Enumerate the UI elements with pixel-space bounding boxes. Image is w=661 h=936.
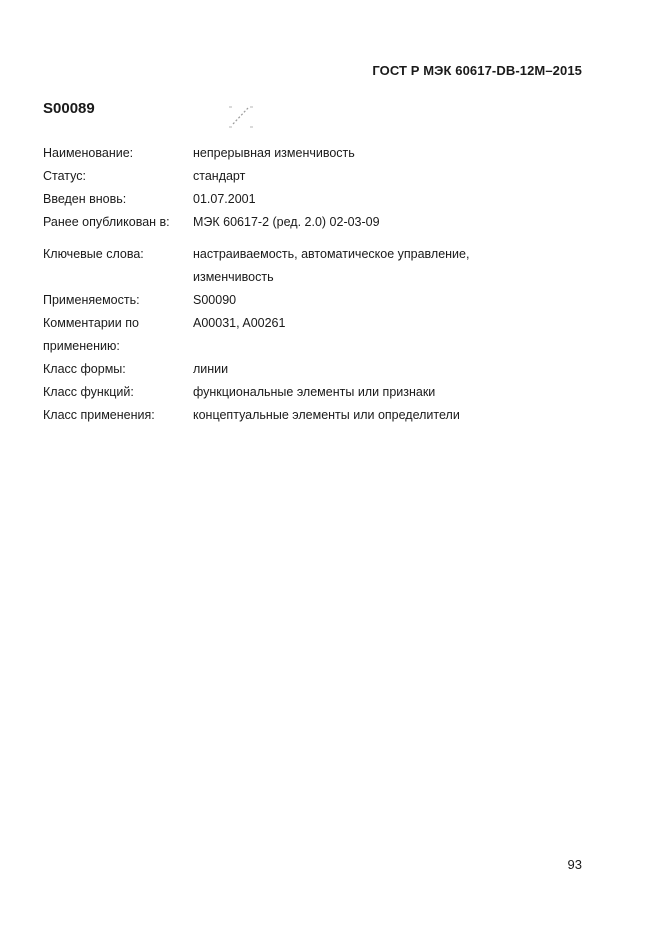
attr-value: стандарт	[193, 169, 246, 183]
attr-row-keywords-continued	[43, 266, 583, 289]
attr-label: Класс формы:	[43, 362, 126, 376]
attr-label: Ранее опубликован в:	[43, 215, 170, 229]
standard-header: ГОСТ Р МЭК 60617-DB-12M–2015	[372, 63, 582, 78]
attr-row-keywords	[43, 243, 583, 266]
attr-label: Применяемость:	[43, 293, 140, 307]
attr-row-applicability	[43, 289, 583, 312]
attr-value: настраиваемость, автоматическое управление,	[193, 247, 470, 261]
attr-label: Введен вновь:	[43, 192, 127, 206]
attr-row-application-class	[43, 404, 583, 427]
attr-row-function-class	[43, 381, 583, 404]
variability-symbol-icon	[226, 104, 256, 130]
attr-row-name	[43, 142, 583, 165]
attr-row-shape-class	[43, 358, 583, 381]
attr-value: изменчивость	[193, 270, 274, 284]
attribute-table	[43, 142, 583, 427]
attr-label: Наименование:	[43, 146, 134, 160]
page-number: 93	[567, 857, 582, 872]
attr-row-application-notes-continued	[43, 335, 583, 358]
attr-value: непрерывная изменчивость	[193, 146, 355, 160]
attr-row-status	[43, 165, 583, 188]
attr-value: функциональные элементы или признаки	[193, 385, 436, 399]
attr-value: 01.07.2001	[193, 192, 256, 206]
attr-row-introduced	[43, 188, 583, 211]
attr-value: концептуальные элементы или определители	[193, 408, 460, 422]
attr-value: S00090	[193, 293, 237, 307]
attr-label: Комментарии по	[43, 316, 139, 330]
attr-label: Ключевые слова:	[43, 247, 144, 261]
attr-value: МЭК 60617-2 (ред. 2.0) 02-03-09	[193, 215, 380, 229]
attr-label	[43, 266, 193, 289]
entry-id: S00089	[43, 100, 95, 117]
attr-value: линии	[193, 362, 229, 376]
attr-value: A00031, A00261	[193, 316, 286, 330]
attr-label: Класс функций:	[43, 385, 134, 399]
attr-row-application-notes	[43, 312, 583, 335]
attr-row-previously-published	[43, 211, 583, 234]
attr-label: Статус:	[43, 169, 86, 183]
attr-value	[193, 335, 583, 358]
attr-label: Класс применения:	[43, 408, 155, 422]
attr-label: применению:	[43, 339, 120, 353]
